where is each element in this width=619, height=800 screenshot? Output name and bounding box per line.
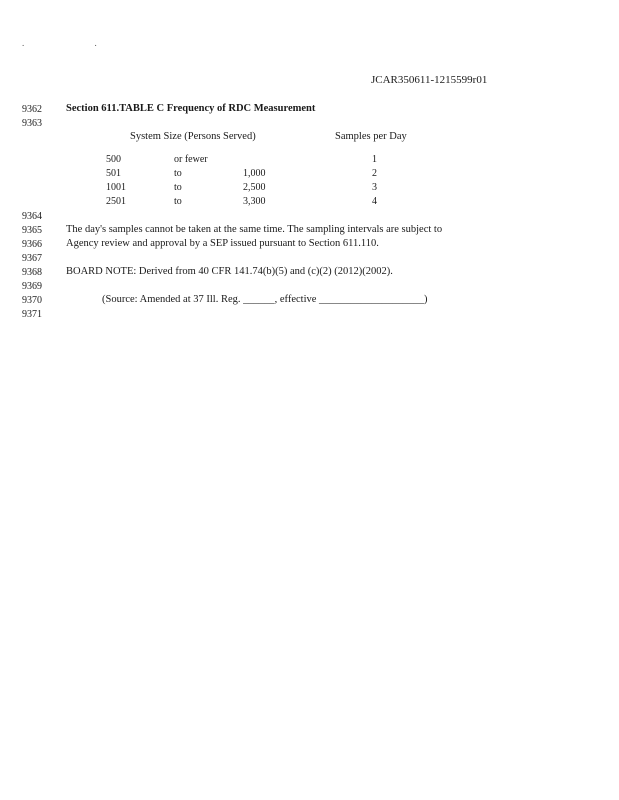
- table-cell-high: 3,300: [243, 196, 266, 207]
- table-cell-samples: 4: [372, 196, 377, 207]
- table-cell-samples: 2: [372, 168, 377, 179]
- line-number: 9369: [22, 281, 42, 292]
- table-cell-high: 2,500: [243, 182, 266, 193]
- table-cell-rel: to: [174, 168, 182, 179]
- document-id: JCAR350611-1215599r01: [371, 74, 488, 86]
- page-marks: . .: [22, 38, 131, 48]
- table-cell-low: 1001: [106, 182, 126, 193]
- line-number: 9366: [22, 239, 42, 250]
- line-number: 9365: [22, 225, 42, 236]
- line-number: 9363: [22, 118, 42, 129]
- table-cell-rel: to: [174, 182, 182, 193]
- line-number: 9368: [22, 267, 42, 278]
- table-cell-samples: 1: [372, 154, 377, 165]
- table-cell-rel: or fewer: [174, 154, 208, 165]
- table-cell-low: 501: [106, 168, 121, 179]
- table-cell-rel: to: [174, 196, 182, 207]
- paragraph-line: Agency review and approval by a SEP issued pursuant to Section 611.110.: [66, 238, 379, 249]
- line-number: 9371: [22, 309, 42, 320]
- table-header-size: System Size (Persons Served): [130, 131, 256, 142]
- board-note: BOARD NOTE: Derived from 40 CFR 141.74(b)(5) and (c)(2) (2012)(2002).: [66, 266, 393, 277]
- section-title: Section 611.TABLE C Frequency of RDC Measurement: [66, 103, 316, 114]
- table-cell-samples: 3: [372, 182, 377, 193]
- source-note: (Source: Amended at 37 Ill. Reg. ______, effective ____________________): [102, 294, 428, 305]
- line-number: 9362: [22, 104, 42, 115]
- table-cell-high: 1,000: [243, 168, 266, 179]
- table-cell-low: 500: [106, 154, 121, 165]
- line-number: 9367: [22, 253, 42, 264]
- table-cell-low: 2501: [106, 196, 126, 207]
- table-header-samples: Samples per Day: [335, 131, 407, 142]
- line-number: 9370: [22, 295, 42, 306]
- paragraph-line: The day's samples cannot be taken at the same time. The sampling intervals are subject to: [66, 224, 443, 235]
- line-number: 9364: [22, 211, 42, 222]
